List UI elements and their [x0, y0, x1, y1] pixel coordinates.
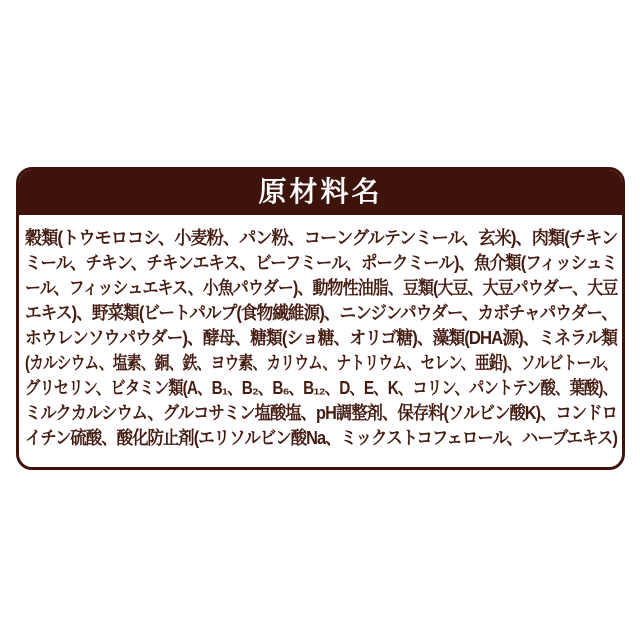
- ingredient-label-header: [19, 170, 622, 215]
- ingredients-line-9: イチン硫酸、酸化防止剤(エリソルビン酸Na、ミックストコフェロール、ハーブエキス): [25, 428, 617, 448]
- ingredients-line-6: (カルシウム、塩素、銅、鉄、ヨウ素、カリウム、ナトリウム、セレン、亜鉛)、ソルビトール、: [25, 353, 617, 373]
- ingredients-line-5: ホウレンソウパウダー)、酵母、糖類(ショ糖、オリゴ糖)、藻類(DHA源)、ミネラル類: [25, 328, 618, 348]
- ingredients-line-4: エキス)、野菜類(ビートパルプ(食物繊維源)、ニンジンパウダー、カボチャパウダー、: [25, 303, 618, 323]
- ingredients-line-8: ミルクカルシウム、グルコサミン塩酸塩、pH調整剤、保存料(ソルビン酸K)、コンドロ: [25, 403, 617, 423]
- ingredients-line-1: 穀類(トウモロコシ、小麦粉、パン粉、コーングルテンミール、玄米)、肉類(チキン: [25, 228, 618, 248]
- ingredient-label-body: [19, 215, 622, 451]
- ingredients-line-7: グリセリン、ビタミン類(A、B₁、B₂、B₆、B₁₂、D、E、K、コリン、パントテン酸、葉酸)、: [25, 378, 618, 398]
- ingredient-label-title: 原材料名: [258, 175, 383, 207]
- ingredients-line-2: ミール、チキン、チキンエキス、ビーフミール、ポークミール)、魚介類(フィッシュミ: [25, 253, 617, 273]
- ingredients-line-3: ール、フィッシュエキス、小魚パウダー)、動物性油脂、豆類(大豆、大豆パウダー、大豆: [25, 278, 618, 298]
- ingredient-label-panel: [16, 167, 625, 470]
